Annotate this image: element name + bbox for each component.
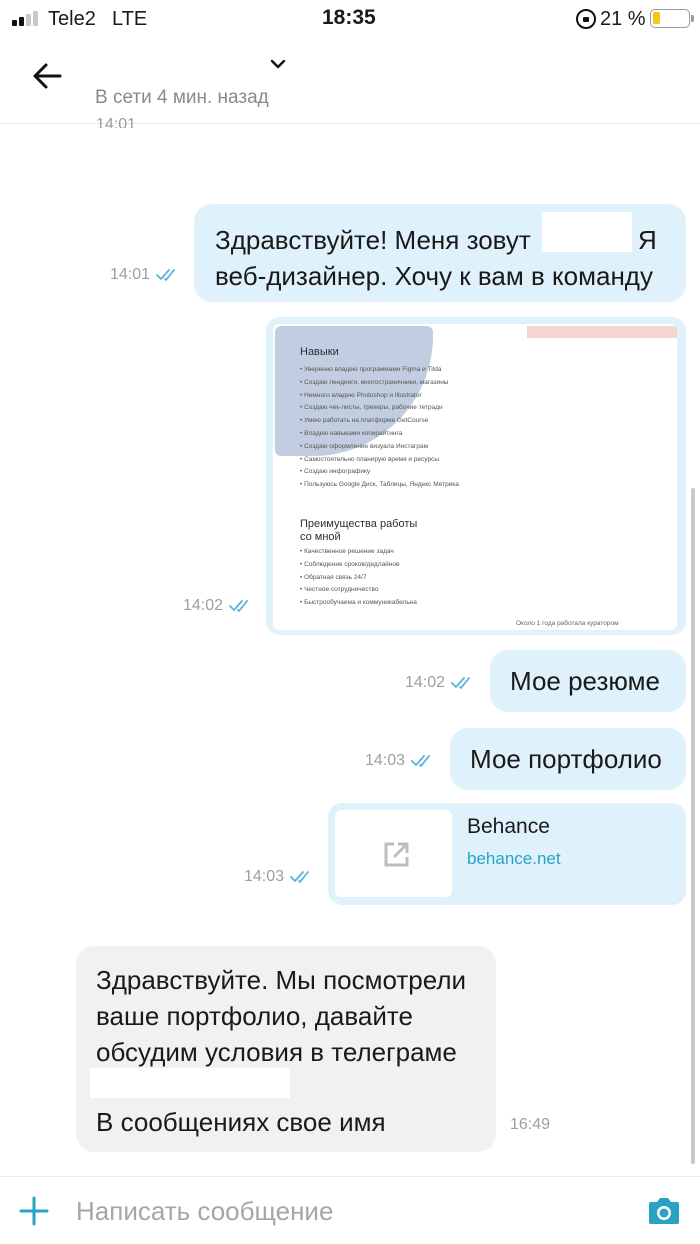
message-time: 16:49: [510, 1116, 551, 1133]
skill-item: • Умею работать на платформе GetCourse: [300, 417, 429, 425]
doc-heading: Преимущества работы: [300, 518, 418, 530]
message-time-cut: 14:01: [96, 116, 137, 128]
advantage-item: • Быстрообучаема и коммуникабельна: [300, 599, 417, 607]
advantage-item: • Качественное решение задач: [300, 548, 394, 555]
message-text: обсудим условия в телеграме: [96, 1037, 457, 1067]
message-text: Здравствуйте! Меня зовут: [215, 225, 531, 255]
advantage-item: • Честное сотрудничество: [300, 586, 379, 594]
doc-heading: со мной: [300, 531, 341, 543]
message-time: 14:01: [110, 266, 151, 283]
message-text: Мое портфолио: [470, 744, 662, 774]
message-time: 14:03: [244, 868, 285, 885]
message-text: Я: [638, 225, 657, 255]
double-check-icon: [290, 870, 316, 884]
message-meta: [365, 752, 437, 770]
status-time: 18:35: [322, 6, 376, 29]
message-time: 14:03: [365, 752, 406, 769]
double-check-icon: [156, 268, 182, 282]
skill-item: • Самостоятельно планирую время и ресурсы: [300, 455, 440, 463]
skill-item: • Пользуюсь Google Диск, Таблицы, Яндекс Метрика: [300, 481, 459, 489]
decoration-shape: [527, 326, 677, 436]
message-text: ваше портфолио, давайте: [96, 1001, 413, 1031]
scrollbar[interactable]: [691, 488, 695, 1164]
chat-header: [0, 40, 700, 124]
doc-heading: Навыки: [300, 346, 339, 358]
message-text: Мое резюме: [510, 666, 660, 696]
message-time: 14:02: [183, 597, 224, 614]
resume-image[interactable]: [273, 324, 677, 630]
skill-item: • Создаю лендинги, многостраничники, магазины: [300, 378, 449, 386]
link-url[interactable]: behance.net: [467, 849, 561, 868]
redacted-text: [90, 1068, 290, 1098]
skill-item: • Владею навыками копирайтинга: [300, 430, 403, 437]
message-meta: [244, 868, 316, 886]
presence-status: В сети 4 мин. назад: [95, 87, 269, 108]
external-link-icon: [381, 840, 411, 870]
skill-item: • Создаю инфографику: [300, 468, 371, 476]
double-check-icon: [411, 754, 437, 768]
message-meta: [405, 674, 477, 692]
status-bar: [0, 0, 700, 40]
message-text: В сообщениях свое имя: [96, 1107, 386, 1137]
redacted-name: [542, 212, 632, 252]
chevron-down-icon[interactable]: [268, 54, 288, 74]
message-input[interactable]: [76, 1193, 616, 1229]
plus-icon[interactable]: [18, 1195, 50, 1227]
link-thumbnail[interactable]: [335, 810, 452, 897]
double-check-icon: [451, 676, 477, 690]
link-title[interactable]: Behance: [467, 815, 550, 838]
advantage-item: • Соблюдение сроков/дедлайнов: [300, 560, 400, 568]
carrier-name: Tele2: [48, 8, 96, 30]
camera-icon[interactable]: [646, 1195, 682, 1227]
double-check-icon: [229, 599, 255, 613]
skill-item: • Создаю чек-листы, трекеры, рабочие тетради: [300, 404, 443, 412]
signal-strength-icon: [12, 10, 42, 26]
doc-footer: Около 1 года работала куратором: [516, 620, 619, 627]
battery-icon: [650, 9, 690, 28]
skill-item: • Создаю оформление визуала Инстаграм: [300, 442, 429, 450]
message-meta: [110, 266, 182, 284]
skill-item: • Немного владею Photoshop и Illustrator: [300, 391, 422, 399]
battery-percent: 21 %: [600, 8, 646, 30]
advantage-item: • Обратная связь 24/7: [300, 573, 367, 581]
network-type: LTE: [112, 8, 148, 30]
message-text: веб-дизайнер. Хочу к вам в команду: [215, 261, 653, 291]
rotation-lock-icon: [576, 9, 596, 29]
message-time: 14:02: [405, 674, 446, 691]
skill-item: • Уверенно владею программами Figma и Tilda: [300, 366, 442, 373]
message-text: Здравствуйте. Мы посмотрели: [96, 965, 467, 995]
arrow-left-icon[interactable]: [30, 58, 66, 94]
message-meta: [183, 597, 255, 615]
message-composer: [0, 1176, 700, 1244]
